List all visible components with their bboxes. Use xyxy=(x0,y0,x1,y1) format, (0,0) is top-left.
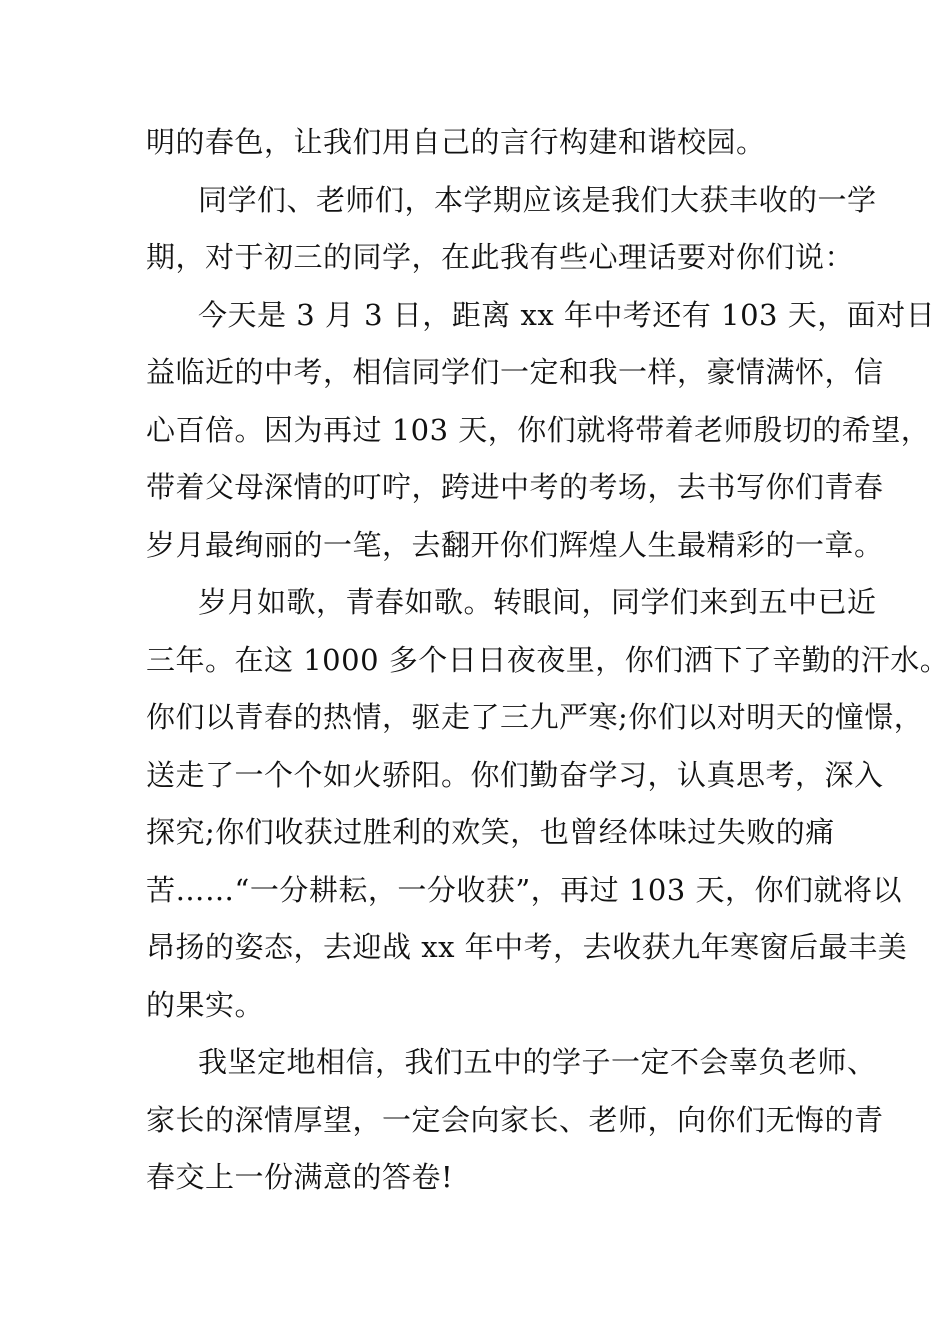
text-line: 期，对于初三的同学，在此我有些心理话要对你们说： xyxy=(146,240,855,274)
paragraph-first-line: 同学们、老师们，本学期应该是我们大获丰收的一学 xyxy=(198,183,877,217)
text-line: 春交上一份满意的答卷! xyxy=(146,1160,454,1194)
text-line: 送走了一个个如火骄阳。你们勤奋学习，认真思考，深入 xyxy=(146,758,884,792)
paragraph-first-line: 我坚定地相信，我们五中的学子一定不会辜负老师、 xyxy=(198,1045,877,1079)
text-line: 心百倍。因为再过 103 天，你们就将带着老师殷切的希望， xyxy=(146,413,931,447)
text-line: 带着父母深情的叮咛，跨进中考的考场，去书写你们青春 xyxy=(146,470,884,504)
text-line: 益临近的中考，相信同学们一定和我一样，豪情满怀，信 xyxy=(146,355,884,389)
text-line: 家长的深情厚望，一定会向家长、老师，向你们无悔的青 xyxy=(146,1103,884,1137)
text-line: 昂扬的姿态，去迎战 xx 年中考，去收获九年寒窗后最丰美 xyxy=(146,930,908,964)
paragraph-first-line: 今天是 3 月 3 日，距离 xx 年中考还有 103 天，面对日 xyxy=(198,298,936,332)
text-line: 的果实。 xyxy=(146,988,265,1022)
text-line: 明的春色，让我们用自己的言行构建和谐校园。 xyxy=(146,125,766,159)
text-line: 岁月最绚丽的一笔，去翻开你们辉煌人生最精彩的一章。 xyxy=(146,528,884,562)
text-line: 探究;你们收获过胜利的欢笑，也曾经体味过失败的痛 xyxy=(146,815,835,849)
text-line: 苦……“一分耕耘，一分收获”，再过 103 天，你们就将以 xyxy=(146,873,902,907)
text-line: 你们以青春的热情，驱走了三九严寒;你们以对明天的憧憬， xyxy=(146,700,924,734)
paragraph-first-line: 岁月如歌，青春如歌。转眼间，同学们来到五中已近 xyxy=(198,585,877,619)
text-line: 三年。在这 1000 多个日日夜夜里，你们洒下了辛勤的汗水。 xyxy=(146,643,950,677)
